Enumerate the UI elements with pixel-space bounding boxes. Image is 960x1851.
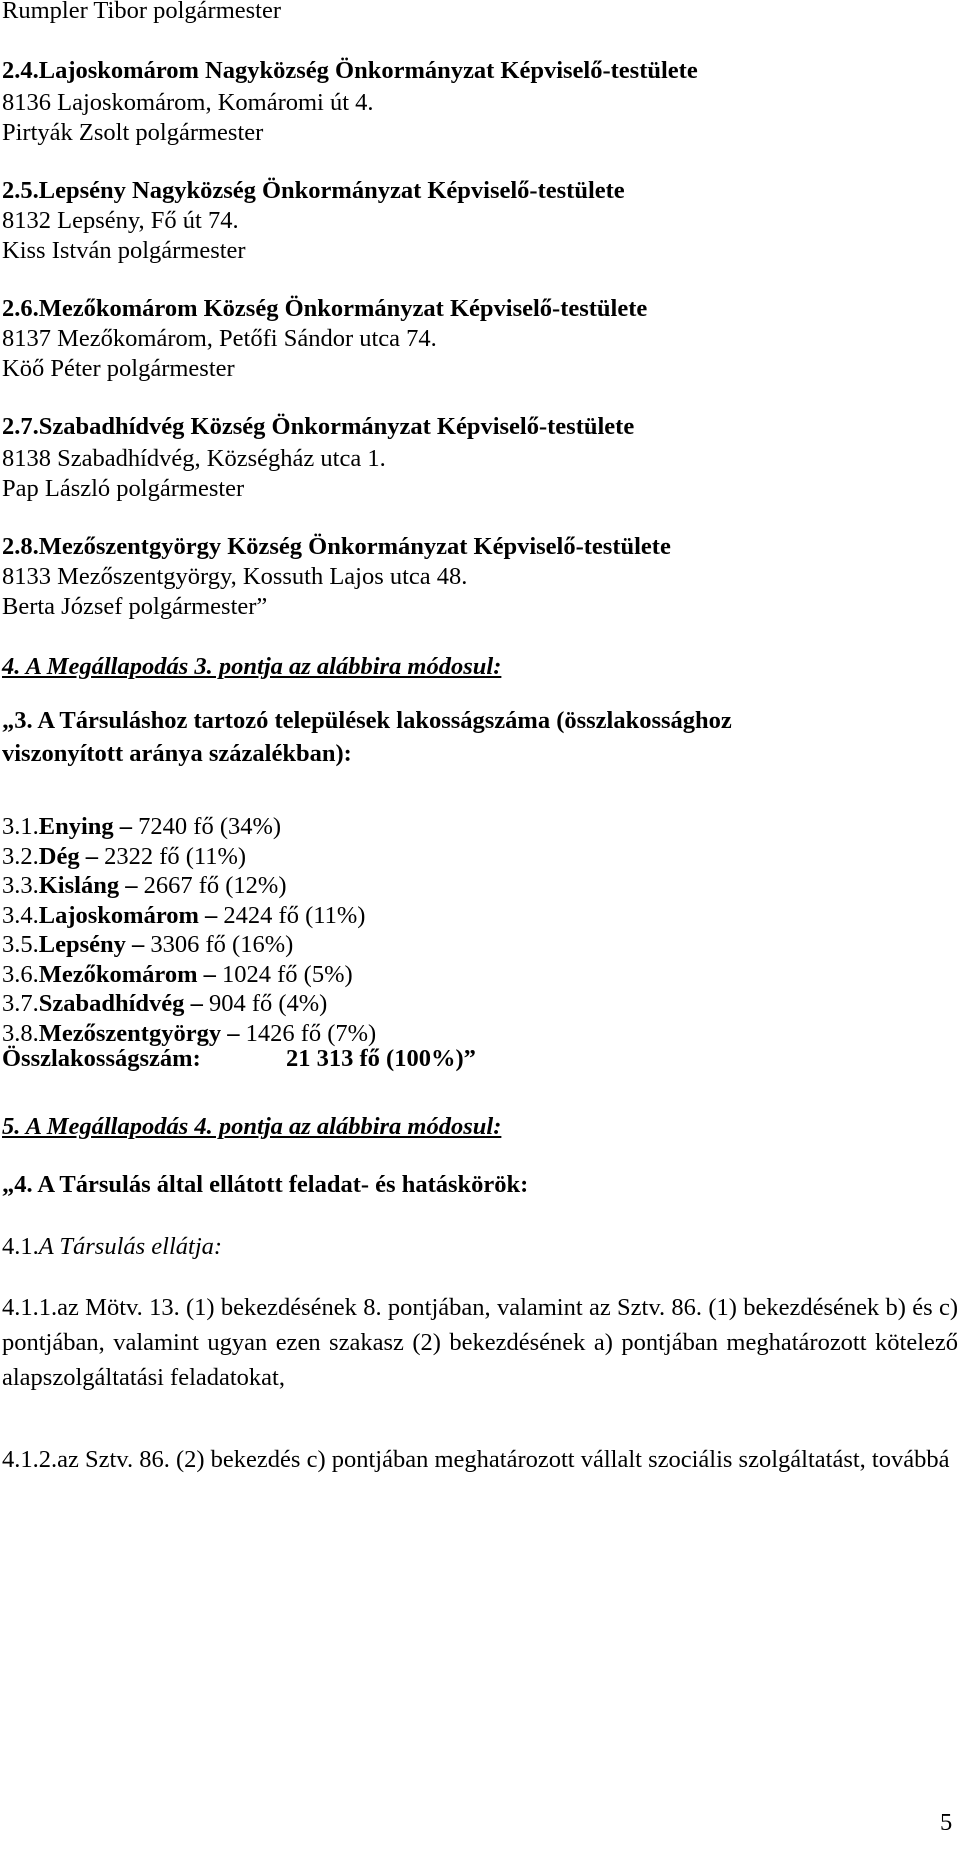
section-2-7-mayor: Pap László polgármester: [2, 475, 245, 502]
section-title: Lajoskomárom Nagyközség Önkormányzat Képviselő-testülete: [38, 57, 698, 84]
section-2-6-address: 8137 Mezőkomárom, Petőfi Sándor utca 74.: [2, 325, 437, 352]
settlement-name: Enying: [38, 813, 114, 840]
settlement-name: Lepsény: [38, 931, 126, 958]
settlement-name: Mezőkomárom: [38, 960, 198, 988]
section-2-8-heading: [2, 532, 671, 562]
section-title: Szabadhídvég Község Önkormányzat Képviselő-testülete: [38, 413, 635, 440]
section-number: 2.4.: [2, 57, 39, 84]
section-title: Mezőkomárom Község Önkormányzat Képviselő-testülete: [38, 295, 648, 322]
section-title: Mezőszentgyörgy Község Önkormányzat Képviselő-testülete: [38, 533, 671, 560]
population-row: [2, 930, 293, 960]
settlement-name: Kisláng: [38, 872, 120, 899]
dash: –: [125, 872, 138, 899]
tasks-title: „4. A Társulás által ellátott feladat- és hatáskörök:: [2, 1171, 529, 1198]
point-4-1-2: 4.1.2.az Sztv. 86. (2) bekezdés c) pontjában meghatározott vállalt szociális szolgáltatást, továbbá: [2, 1446, 950, 1473]
settlement-name: Mezőszentgyörgy: [38, 1019, 222, 1047]
section-number: 2.7.: [2, 413, 39, 440]
population-value: 904 fő (4%): [208, 990, 328, 1017]
section-2-8-mayor: Berta József polgármester”: [2, 593, 268, 620]
section-2-4-heading: [2, 56, 698, 86]
section-2-4-mayor: Pirtyák Zsolt polgármester: [2, 119, 264, 146]
row-number: 3.5.: [2, 931, 39, 958]
population-row: [2, 989, 327, 1019]
population-value: 2667 fő (12%): [143, 872, 287, 899]
population-value: 7240 fő (34%): [138, 813, 282, 840]
population-value: 2424 fő (11%): [223, 901, 366, 929]
settlement-name: Szabadhídvég: [38, 990, 185, 1017]
dash: –: [190, 990, 203, 1017]
section-2-7-address: 8138 Szabadhídvég, Községház utca 1.: [2, 445, 386, 472]
population-title-line-2: viszonyított aránya százalékban):: [2, 740, 352, 767]
total-label: Összlakosságszám:: [2, 1045, 201, 1072]
section-2-7-heading: [2, 412, 634, 442]
section-title: Lepsény Nagyközség Önkormányzat Képviselő-testülete: [38, 177, 625, 204]
section-2-4-address: 8136 Lajoskomárom, Komáromi út 4.: [2, 89, 374, 116]
section-2-8-address: 8133 Mezőszentgyörgy, Kossuth Lajos utca 48.: [2, 563, 468, 590]
point-text: A Társulás ellátja:: [38, 1233, 223, 1260]
section-2-6-mayor: Köő Péter polgármester: [2, 355, 235, 382]
dash: –: [203, 960, 216, 988]
population-row: [2, 842, 246, 872]
mayor-line-prev: Rumpler Tibor polgármester: [2, 0, 282, 24]
dash: –: [85, 842, 98, 870]
population-row: [2, 812, 281, 842]
section-number: 2.5.: [2, 177, 39, 204]
row-number: 3.4.: [2, 901, 39, 929]
section-2-6-heading: [2, 294, 647, 324]
row-number: 3.2.: [2, 842, 39, 870]
population-row: [2, 960, 353, 990]
point-4-1-1: 4.1.1.az Mötv. 13. (1) bekezdésének 8. pontjában, valamint az Sztv. 86. (1) bekezdésének b) és c) pontjában, valamint ugyan ezen szakasz (2) bekezdésének a) pontjában meghatározott kötelező alapszolgáltatási feladatokat,: [2, 1294, 958, 1391]
row-number: 3.1.: [2, 813, 39, 840]
settlement-name: Dég: [38, 842, 80, 870]
population-value: 3306 fő (16%): [150, 931, 294, 958]
population-row: [2, 871, 286, 901]
population-title: [2, 704, 958, 770]
dash: –: [227, 1019, 240, 1047]
dash: –: [205, 901, 218, 929]
row-number: 3.6.: [2, 960, 39, 988]
population-title-line-1: „3. A Társuláshoz tartozó települések lakosságszáma (összlakossághoz: [2, 707, 732, 734]
population-value: 2322 fő (11%): [104, 842, 247, 870]
total-value: 21 313 fő (100%)”: [286, 1045, 476, 1072]
population-value: 1024 fő (5%): [222, 960, 353, 988]
section-number: 2.6.: [2, 295, 39, 322]
settlement-name: Lajoskomárom: [38, 901, 199, 929]
row-number: 3.3.: [2, 872, 39, 899]
section-2-5-heading: [2, 176, 625, 206]
dash: –: [132, 931, 145, 958]
point-4-1: [2, 1232, 222, 1262]
dash: –: [119, 813, 133, 840]
amendment-heading-4: 4. A Megállapodás 3. pontja az alábbira módosul:: [2, 653, 502, 680]
section-2-5-mayor: Kiss István polgármester: [2, 237, 246, 264]
section-number: 2.8.: [2, 533, 39, 560]
population-row: [2, 901, 365, 931]
amendment-heading-5: 5. A Megállapodás 4. pontja az alábbira módosul:: [2, 1113, 502, 1140]
total-population-row: [2, 1044, 476, 1074]
population-value: 1426 fő (7%): [245, 1019, 377, 1047]
page-number: 5: [940, 1809, 953, 1836]
section-2-5-address: 8132 Lepsény, Fő út 74.: [2, 207, 239, 234]
row-number: 3.8.: [2, 1019, 39, 1047]
row-number: 3.7.: [2, 990, 39, 1017]
point-number: 4.1.: [2, 1233, 39, 1260]
